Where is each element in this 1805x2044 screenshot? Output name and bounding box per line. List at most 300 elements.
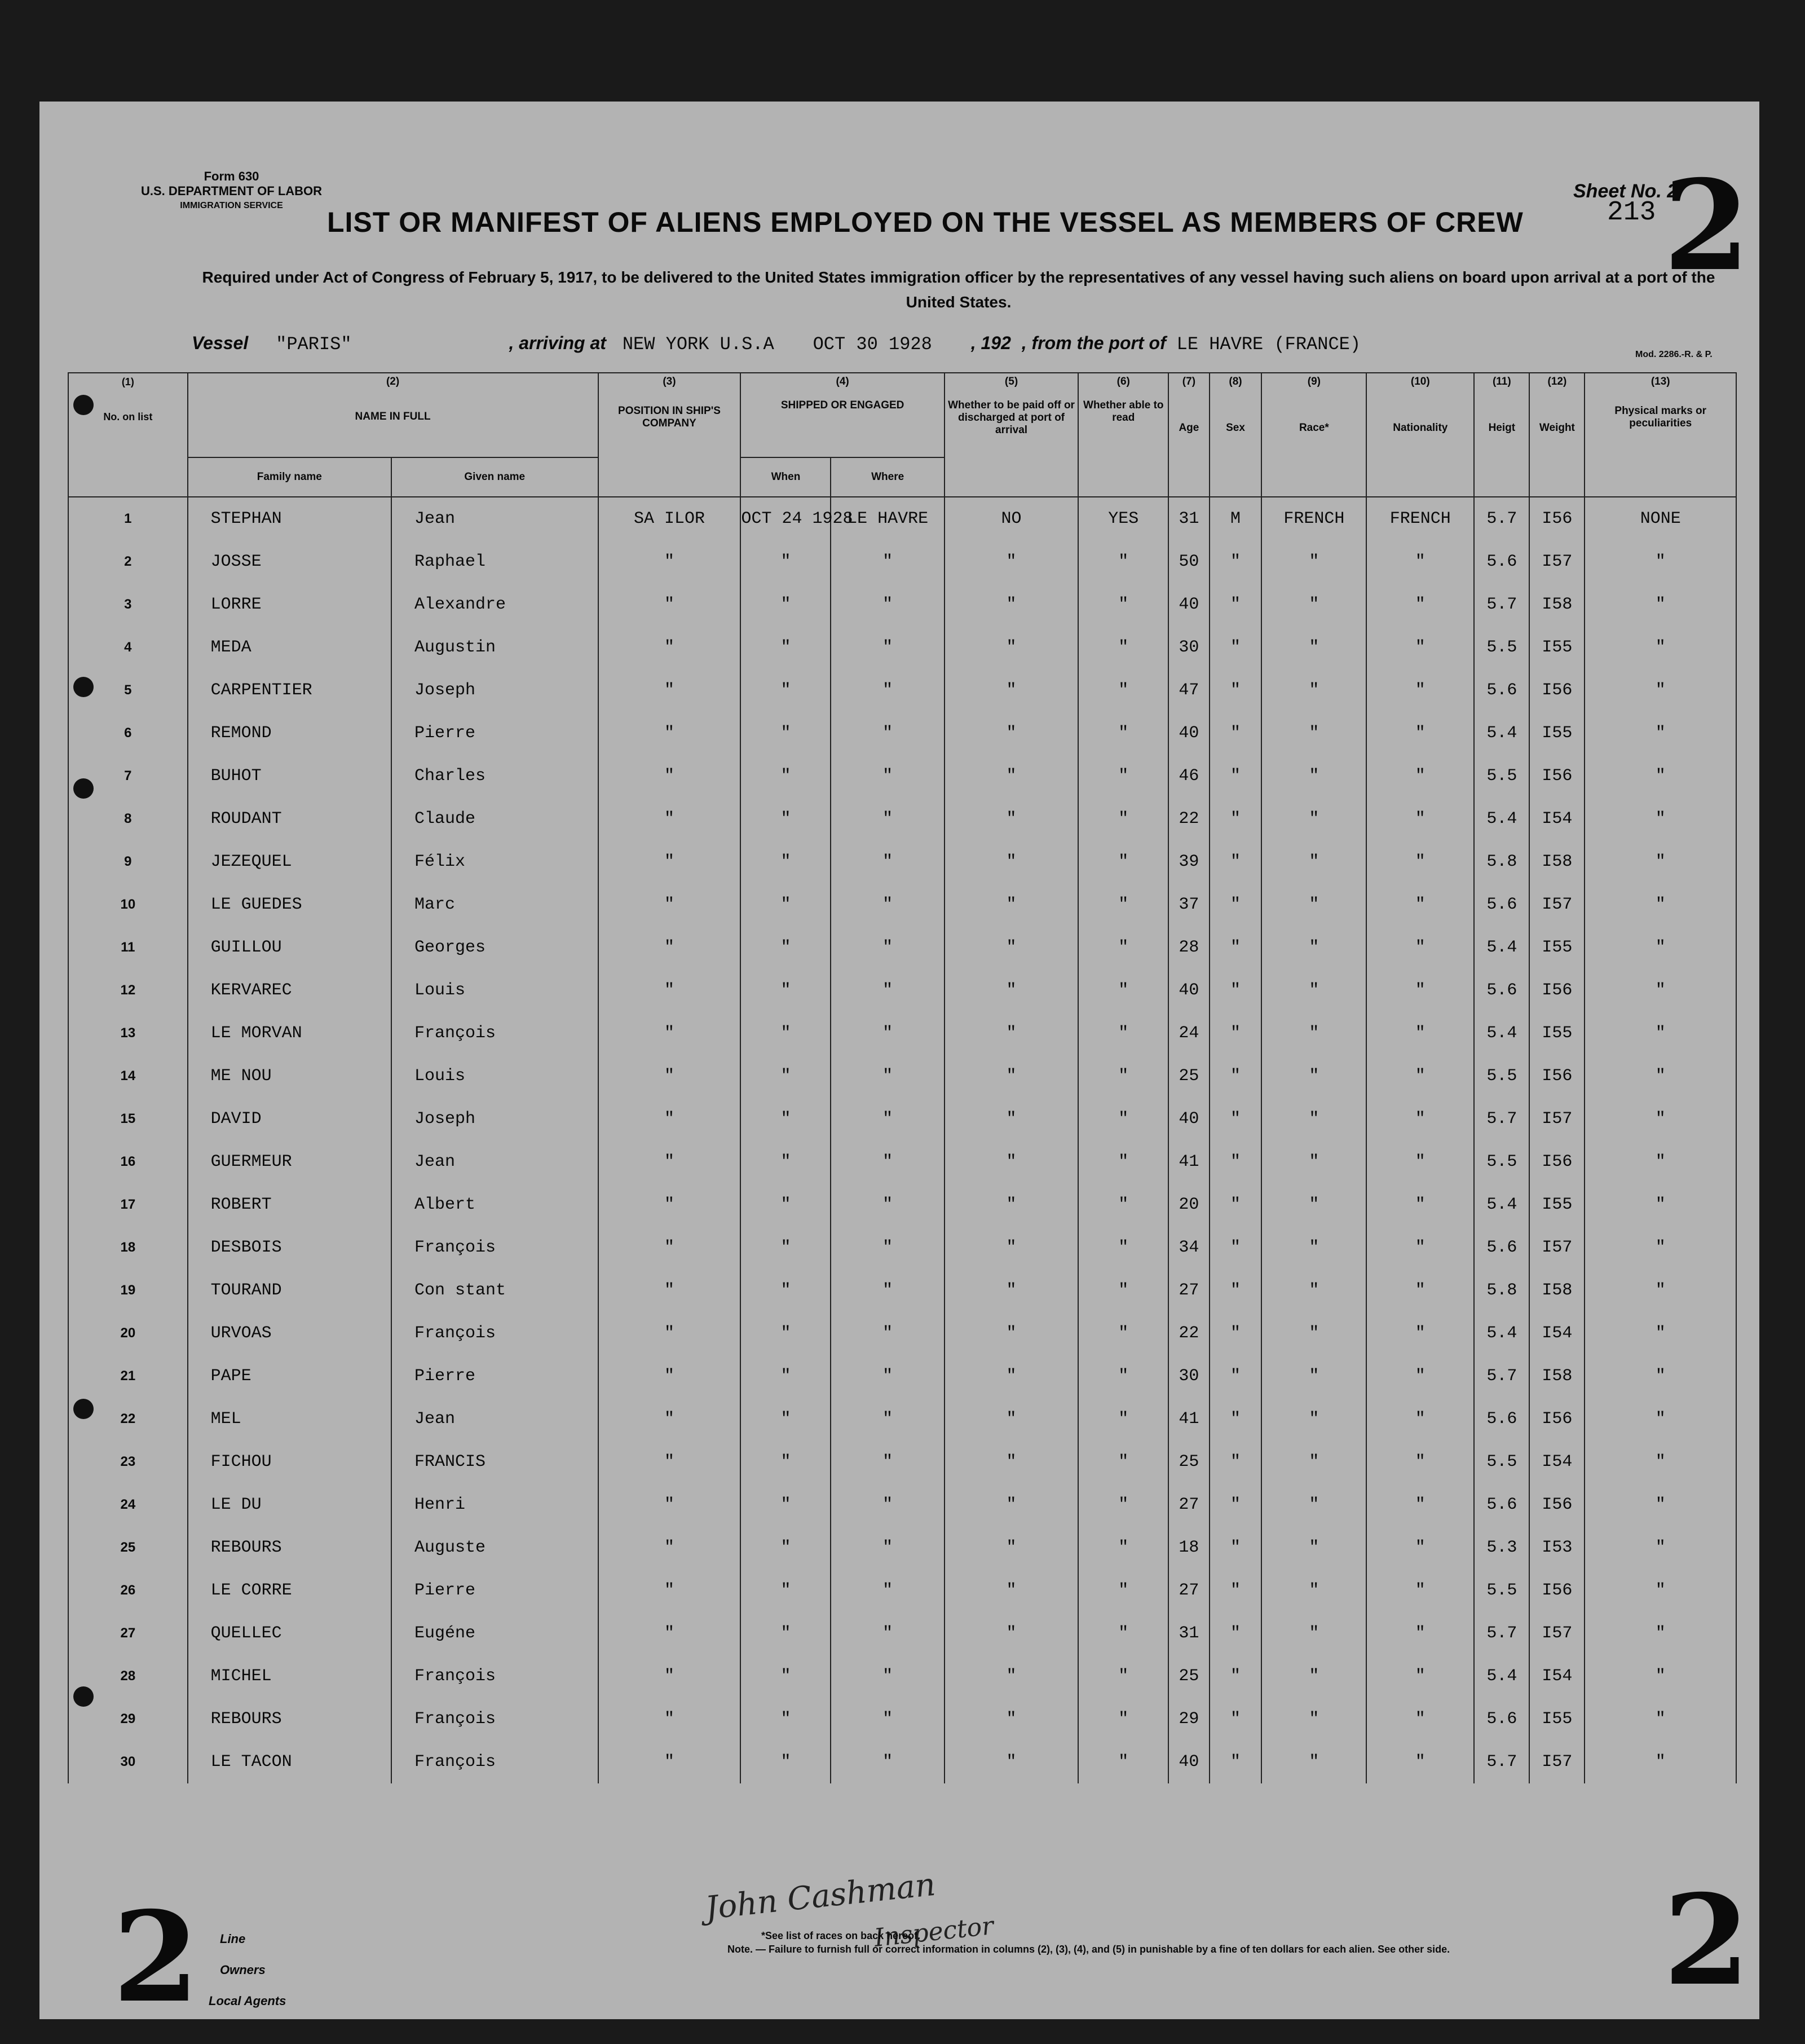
cell-race: " — [1261, 1441, 1366, 1483]
vessel-line — [192, 333, 1361, 355]
cell-marks: " — [1585, 1098, 1736, 1140]
cell-position: " — [598, 1055, 741, 1098]
cell-height: 5.5 — [1474, 1569, 1529, 1612]
cell-height: 5.7 — [1474, 1612, 1529, 1655]
cell-race: " — [1261, 712, 1366, 755]
cell-sex: " — [1210, 926, 1262, 969]
cell-age: 40 — [1168, 712, 1209, 755]
cell-sex: " — [1210, 626, 1262, 669]
sheet-number-top: 2 — [1663, 152, 1750, 298]
cell-marks: " — [1585, 669, 1736, 712]
cell-when: " — [740, 1698, 831, 1741]
cell-race: " — [1261, 1698, 1366, 1741]
table-row — [68, 1226, 1736, 1269]
cell-race: " — [1261, 840, 1366, 883]
cell-marks: " — [1585, 1526, 1736, 1569]
cell-no: 1 — [68, 497, 188, 540]
cell-marks: NONE — [1585, 497, 1736, 540]
cell-where: LE HAVRE — [831, 497, 944, 540]
col-read: (6) Whether able to read — [1078, 373, 1168, 497]
cell-marks: " — [1585, 1612, 1736, 1655]
cell-paid: " — [945, 798, 1078, 840]
cell-paid: " — [945, 755, 1078, 798]
cell-race: " — [1261, 1140, 1366, 1183]
cell-position: " — [598, 540, 741, 583]
cell-age: 40 — [1168, 1098, 1209, 1140]
cell-marks: " — [1585, 926, 1736, 969]
cell-race: " — [1261, 626, 1366, 669]
cell-where: " — [831, 1698, 944, 1741]
cell-nationality: " — [1366, 1183, 1474, 1226]
cell-read: " — [1078, 1312, 1168, 1355]
cell-when: " — [740, 1140, 831, 1183]
cell-family: LE DU — [188, 1483, 391, 1526]
cell-height: 5.6 — [1474, 1398, 1529, 1441]
cell-age: 30 — [1168, 626, 1209, 669]
col-height: (11) Heigt — [1474, 373, 1529, 497]
cell-family: LORRE — [188, 583, 391, 626]
col-age: (7) Age — [1168, 373, 1209, 497]
cell-weight: I55 — [1529, 712, 1585, 755]
cell-paid: " — [945, 1612, 1078, 1655]
cell-race: " — [1261, 540, 1366, 583]
cell-no: 21 — [68, 1355, 188, 1398]
cell-marks: " — [1585, 1012, 1736, 1055]
cell-nationality: " — [1366, 1741, 1474, 1783]
cell-family: STEPHAN — [188, 497, 391, 540]
cell-race: " — [1261, 1012, 1366, 1055]
cell-sex: " — [1210, 1655, 1262, 1698]
cell-paid: " — [945, 1012, 1078, 1055]
cell-height: 5.5 — [1474, 626, 1529, 669]
cell-sex: " — [1210, 1569, 1262, 1612]
cell-family: FICHOU — [188, 1441, 391, 1483]
cell-height: 5.6 — [1474, 669, 1529, 712]
form-dept: U.S. DEPARTMENT OF LABOR — [141, 184, 323, 198]
cell-when: " — [740, 1055, 831, 1098]
cell-age: 47 — [1168, 669, 1209, 712]
cell-marks: " — [1585, 626, 1736, 669]
cell-no: 11 — [68, 926, 188, 969]
cell-race: " — [1261, 755, 1366, 798]
cell-when: " — [740, 1398, 831, 1441]
cell-family: LE CORRE — [188, 1569, 391, 1612]
cell-given: Eugéne — [391, 1612, 598, 1655]
cell-nationality: " — [1366, 1526, 1474, 1569]
cell-sex: " — [1210, 798, 1262, 840]
cell-race: " — [1261, 1655, 1366, 1698]
cell-weight: I56 — [1529, 969, 1585, 1012]
cell-given: Pierre — [391, 1355, 598, 1398]
cell-family: REBOURS — [188, 1698, 391, 1741]
cell-nationality: " — [1366, 1140, 1474, 1183]
cell-nationality: " — [1366, 669, 1474, 712]
cell-sex: " — [1210, 1055, 1262, 1098]
cell-nationality: " — [1366, 798, 1474, 840]
cell-where: " — [831, 626, 944, 669]
cell-marks: " — [1585, 1140, 1736, 1183]
cell-race: " — [1261, 1526, 1366, 1569]
cell-family: REBOURS — [188, 1526, 391, 1569]
cell-race: " — [1261, 1398, 1366, 1441]
cell-weight: I57 — [1529, 1098, 1585, 1140]
cell-weight: I57 — [1529, 1226, 1585, 1269]
cell-weight: I55 — [1529, 926, 1585, 969]
cell-nationality: " — [1366, 1483, 1474, 1526]
cell-family: DESBOIS — [188, 1226, 391, 1269]
table-row — [68, 1269, 1736, 1312]
cell-paid: " — [945, 626, 1078, 669]
cell-sex: " — [1210, 969, 1262, 1012]
cell-sex: " — [1210, 840, 1262, 883]
cell-sex: " — [1210, 1140, 1262, 1183]
cell-age: 39 — [1168, 840, 1209, 883]
cell-no: 10 — [68, 883, 188, 926]
year-label: , 192 — [970, 333, 1011, 353]
cell-weight: I58 — [1529, 583, 1585, 626]
cell-height: 5.7 — [1474, 1355, 1529, 1398]
col-nationality: (10) Nationality — [1366, 373, 1474, 497]
cell-when: " — [740, 755, 831, 798]
cell-given: Augustin — [391, 626, 598, 669]
table-row — [68, 626, 1736, 669]
cell-given: François — [391, 1655, 598, 1698]
cell-family: URVOAS — [188, 1312, 391, 1355]
cell-where: " — [831, 1655, 944, 1698]
cell-height: 5.7 — [1474, 497, 1529, 540]
cell-nationality: " — [1366, 1655, 1474, 1698]
cell-sex: " — [1210, 1398, 1262, 1441]
cell-height: 5.6 — [1474, 1483, 1529, 1526]
cell-given: Alexandre — [391, 583, 598, 626]
cell-height: 5.4 — [1474, 1183, 1529, 1226]
cell-height: 5.4 — [1474, 1312, 1529, 1355]
footer-note-races: *See list of races on back hereof. — [761, 1930, 921, 1941]
cell-where: " — [831, 1741, 944, 1783]
table-row — [68, 755, 1736, 798]
cell-read: " — [1078, 1741, 1168, 1783]
cell-position: " — [598, 1312, 741, 1355]
cell-family: ROUDANT — [188, 798, 391, 840]
arriving-label: , arriving at — [509, 333, 606, 353]
cell-given: Joseph — [391, 669, 598, 712]
cell-height: 5.6 — [1474, 1226, 1529, 1269]
inspector-signature: John Cashman — [703, 1866, 937, 1927]
cell-where: " — [831, 755, 944, 798]
cell-where: " — [831, 1269, 944, 1312]
cell-paid: " — [945, 883, 1078, 926]
cell-sex: " — [1210, 540, 1262, 583]
cell-read: " — [1078, 1483, 1168, 1526]
cell-paid: " — [945, 1398, 1078, 1441]
cell-nationality: FRENCH — [1366, 497, 1474, 540]
cell-when: " — [740, 969, 831, 1012]
cell-age: 24 — [1168, 1012, 1209, 1055]
cell-family: JOSSE — [188, 540, 391, 583]
cell-given: Pierre — [391, 1569, 598, 1612]
cell-position: " — [598, 1398, 741, 1441]
table-row — [68, 669, 1736, 712]
cell-nationality: " — [1366, 1055, 1474, 1098]
cell-given: Louis — [391, 1055, 598, 1098]
cell-nationality: " — [1366, 1269, 1474, 1312]
sheet-number-bottom-left: 2 — [113, 1884, 200, 2030]
cell-read: " — [1078, 583, 1168, 626]
cell-weight: I54 — [1529, 1655, 1585, 1698]
cell-no: 9 — [68, 840, 188, 883]
from-label: , from the port of — [1021, 333, 1166, 353]
cell-no: 18 — [68, 1226, 188, 1269]
cell-sex: " — [1210, 1098, 1262, 1140]
cell-nationality: " — [1366, 1569, 1474, 1612]
table-row — [68, 1312, 1736, 1355]
cell-where: " — [831, 1012, 944, 1055]
cell-paid: " — [945, 1098, 1078, 1140]
cell-position: " — [598, 1655, 741, 1698]
cell-read: " — [1078, 1698, 1168, 1741]
cell-where: " — [831, 1612, 944, 1655]
cell-sex: " — [1210, 1441, 1262, 1483]
cell-race: " — [1261, 1183, 1366, 1226]
cell-sex: " — [1210, 1226, 1262, 1269]
table-row — [68, 1012, 1736, 1055]
cell-when: " — [740, 1483, 831, 1526]
cell-position: " — [598, 883, 741, 926]
cell-nationality: " — [1366, 1355, 1474, 1398]
cell-given: Jean — [391, 1398, 598, 1441]
cell-position: " — [598, 969, 741, 1012]
vessel-name: "PARIS" — [276, 334, 352, 355]
cell-race: " — [1261, 1741, 1366, 1783]
cell-when: " — [740, 1355, 831, 1398]
cell-weight: I58 — [1529, 1355, 1585, 1398]
cell-age: 31 — [1168, 1612, 1209, 1655]
sheet-label: Sheet No. 2 — [1573, 180, 1678, 202]
cell-position: " — [598, 1183, 741, 1226]
cell-height: 5.6 — [1474, 883, 1529, 926]
cell-marks: " — [1585, 1741, 1736, 1783]
cell-given: Georges — [391, 926, 598, 969]
table-row — [68, 1741, 1736, 1783]
cell-where: " — [831, 712, 944, 755]
cell-sex: " — [1210, 1312, 1262, 1355]
cell-paid: NO — [945, 497, 1078, 540]
cell-paid: " — [945, 1483, 1078, 1526]
table-row — [68, 926, 1736, 969]
cell-when: " — [740, 840, 831, 883]
table-row — [68, 969, 1736, 1012]
col-given-name: Given name — [391, 457, 598, 497]
cell-no: 25 — [68, 1526, 188, 1569]
cell-read: " — [1078, 1226, 1168, 1269]
cell-nationality: " — [1366, 1441, 1474, 1483]
cell-no: 15 — [68, 1098, 188, 1140]
cell-when: " — [740, 1655, 831, 1698]
cell-position: " — [598, 1526, 741, 1569]
cell-family: LE MORVAN — [188, 1012, 391, 1055]
cell-read: " — [1078, 1655, 1168, 1698]
cell-given: Jean — [391, 497, 598, 540]
table-row — [68, 883, 1736, 926]
cell-family: CARPENTIER — [188, 669, 391, 712]
cell-family: DAVID — [188, 1098, 391, 1140]
cell-read: " — [1078, 969, 1168, 1012]
cell-paid: " — [945, 1655, 1078, 1698]
cell-where: " — [831, 1526, 944, 1569]
cell-read: " — [1078, 1355, 1168, 1398]
cell-height: 5.4 — [1474, 798, 1529, 840]
col-weight: (12) Weight — [1529, 373, 1585, 497]
cell-race: " — [1261, 969, 1366, 1012]
cell-paid: " — [945, 1526, 1078, 1569]
cell-height: 5.4 — [1474, 926, 1529, 969]
cell-read: " — [1078, 1441, 1168, 1483]
cell-family: MICHEL — [188, 1655, 391, 1698]
cell-age: 27 — [1168, 1569, 1209, 1612]
cell-when: " — [740, 1612, 831, 1655]
cell-position: " — [598, 1441, 741, 1483]
crew-table — [68, 372, 1737, 1783]
cell-nationality: " — [1366, 1612, 1474, 1655]
cell-height: 5.6 — [1474, 1698, 1529, 1741]
cell-paid: " — [945, 1226, 1078, 1269]
cell-given: François — [391, 1012, 598, 1055]
cell-given: Auguste — [391, 1526, 598, 1569]
table-row — [68, 1441, 1736, 1483]
cell-given: FRANCIS — [391, 1441, 598, 1483]
cell-height: 5.4 — [1474, 712, 1529, 755]
cell-given: Henri — [391, 1483, 598, 1526]
cell-marks: " — [1585, 883, 1736, 926]
cell-no: 2 — [68, 540, 188, 583]
cell-given: Marc — [391, 883, 598, 926]
cell-sex: " — [1210, 1269, 1262, 1312]
cell-given: Félix — [391, 840, 598, 883]
cell-age: 25 — [1168, 1055, 1209, 1098]
cell-read: " — [1078, 1183, 1168, 1226]
cell-where: " — [831, 669, 944, 712]
cell-given: François — [391, 1226, 598, 1269]
cell-weight: I58 — [1529, 1269, 1585, 1312]
departure-port: LE HAVRE (FRANCE) — [1176, 334, 1361, 355]
cell-given: Albert — [391, 1183, 598, 1226]
arrival-port: NEW YORK U.S.A — [622, 334, 774, 355]
cell-paid: " — [945, 926, 1078, 969]
cell-marks: " — [1585, 1398, 1736, 1441]
cell-height: 5.8 — [1474, 840, 1529, 883]
cell-paid: " — [945, 840, 1078, 883]
cell-race: " — [1261, 926, 1366, 969]
cell-paid: " — [945, 1698, 1078, 1741]
footer-line-label: Line — [220, 1932, 246, 1946]
table-row — [68, 1098, 1736, 1140]
cell-age: 22 — [1168, 1312, 1209, 1355]
table-row — [68, 1655, 1736, 1698]
cell-paid: " — [945, 1741, 1078, 1783]
cell-marks: " — [1585, 1055, 1736, 1098]
cell-marks: " — [1585, 712, 1736, 755]
cell-race: " — [1261, 1055, 1366, 1098]
cell-sex: " — [1210, 1612, 1262, 1655]
cell-position: " — [598, 1140, 741, 1183]
cell-where: " — [831, 1226, 944, 1269]
cell-paid: " — [945, 1312, 1078, 1355]
cell-family: MEL — [188, 1398, 391, 1441]
cell-family: GUERMEUR — [188, 1140, 391, 1183]
cell-paid: " — [945, 1441, 1078, 1483]
cell-age: 41 — [1168, 1140, 1209, 1183]
cell-age: 27 — [1168, 1483, 1209, 1526]
cell-weight: I56 — [1529, 1483, 1585, 1526]
cell-no: 26 — [68, 1569, 188, 1612]
cell-no: 30 — [68, 1741, 188, 1783]
cell-nationality: " — [1366, 540, 1474, 583]
cell-when: OCT 24 1928 — [740, 497, 831, 540]
cell-marks: " — [1585, 755, 1736, 798]
cell-sex: " — [1210, 1183, 1262, 1226]
page-title: LIST OR MANIFEST OF ALIENS EMPLOYED ON THE VESSEL AS MEMBERS OF CREW — [327, 206, 1524, 238]
cell-family: JEZEQUEL — [188, 840, 391, 883]
cell-age: 28 — [1168, 926, 1209, 969]
cell-weight: I53 — [1529, 1526, 1585, 1569]
cell-sex: " — [1210, 583, 1262, 626]
cell-where: " — [831, 1483, 944, 1526]
cell-where: " — [831, 840, 944, 883]
cell-height: 5.6 — [1474, 540, 1529, 583]
cell-no: 5 — [68, 669, 188, 712]
cell-height: 5.4 — [1474, 1012, 1529, 1055]
cell-height: 5.5 — [1474, 1441, 1529, 1483]
cell-nationality: " — [1366, 1012, 1474, 1055]
cell-when: " — [740, 1012, 831, 1055]
cell-nationality: " — [1366, 969, 1474, 1012]
cell-when: " — [740, 883, 831, 926]
cell-weight: I55 — [1529, 626, 1585, 669]
cell-position: " — [598, 798, 741, 840]
cell-weight: I57 — [1529, 1741, 1585, 1783]
table-row — [68, 798, 1736, 840]
col-race: (9) Race* — [1261, 373, 1366, 497]
cell-marks: " — [1585, 1183, 1736, 1226]
cell-paid: " — [945, 712, 1078, 755]
cell-position: " — [598, 840, 741, 883]
cell-family: ROBERT — [188, 1183, 391, 1226]
cell-when: " — [740, 798, 831, 840]
col-paid: (5) Whether to be paid off or discharged at port of arrival — [945, 373, 1078, 497]
cell-nationality: " — [1366, 1312, 1474, 1355]
cell-where: " — [831, 583, 944, 626]
cell-age: 34 — [1168, 1226, 1209, 1269]
cell-when: " — [740, 669, 831, 712]
cell-when: " — [740, 1183, 831, 1226]
form-mod: Mod. 2286.-R. & P. — [1635, 350, 1713, 359]
table-row — [68, 583, 1736, 626]
cell-where: " — [831, 1312, 944, 1355]
cell-race: " — [1261, 1269, 1366, 1312]
col-shipped: (4) SHIPPED OR ENGAGED — [740, 373, 944, 457]
cell-paid: " — [945, 1183, 1078, 1226]
sheet-stamp: 213 — [1607, 197, 1656, 228]
cell-weight: I56 — [1529, 1140, 1585, 1183]
cell-age: 41 — [1168, 1398, 1209, 1441]
cell-race: " — [1261, 583, 1366, 626]
cell-nationality: " — [1366, 1398, 1474, 1441]
cell-position: " — [598, 1355, 741, 1398]
cell-race: " — [1261, 1226, 1366, 1269]
cell-read: " — [1078, 926, 1168, 969]
cell-age: 40 — [1168, 1741, 1209, 1783]
col-family-name: Family name — [188, 457, 391, 497]
